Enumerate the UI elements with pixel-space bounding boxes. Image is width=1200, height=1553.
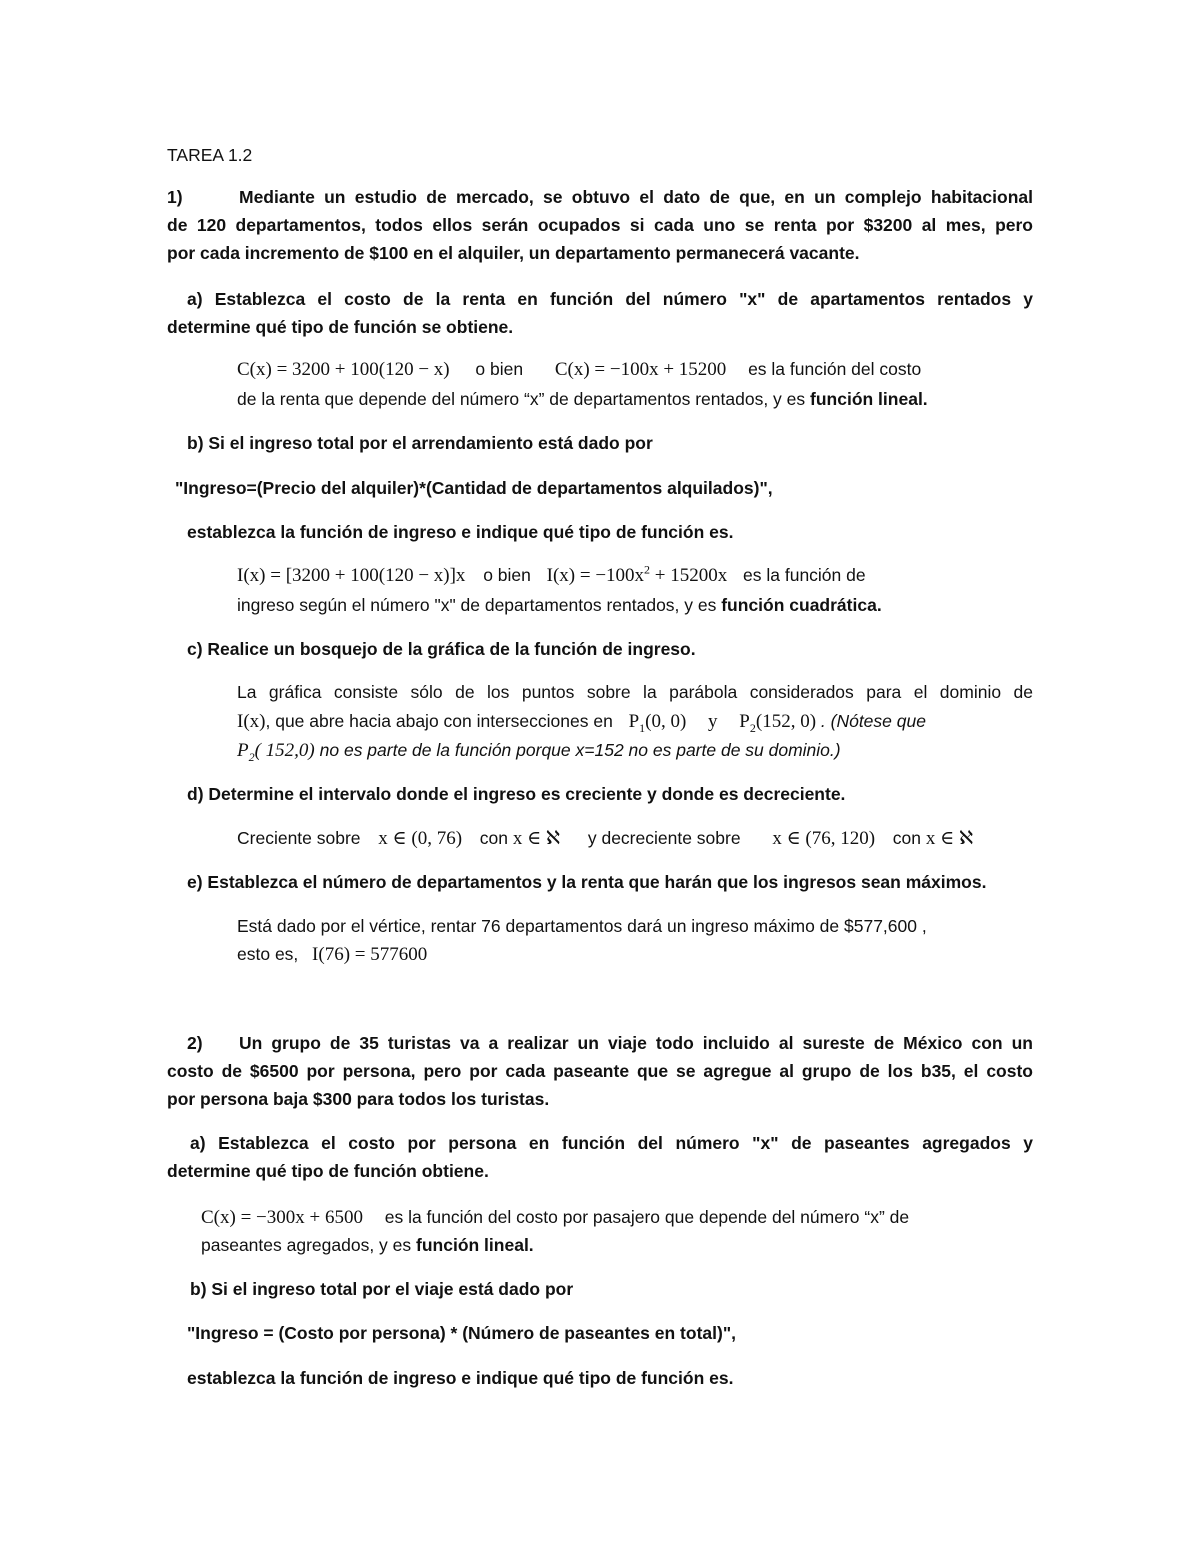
income-function-symbol: I(x) (237, 711, 266, 732)
natural-set-2: x ∈ ℵ (925, 828, 974, 849)
answer-1b-line-1 (237, 563, 866, 588)
income-equation-1: I(x) = [3200 + 100(120 − x)]x (237, 565, 466, 586)
problem-1-number: 1) (167, 187, 183, 207)
answer-1a-line-2 (237, 387, 928, 411)
answer-2a-line-1 (201, 1205, 909, 1230)
intercept-p2: $P_2(152$, 0) (739, 711, 817, 735)
note-text-1: . (Nótese que (816, 711, 926, 731)
problem-2-line-1: Un grupo de 35 turistas va a realizar un viaje todo incluido al sureste de México con un (239, 1033, 1033, 1053)
cost-equation-1: C(x) = 3200 + 100(120 − x) (237, 359, 450, 380)
answer-1b-text-1: es la función de (743, 565, 866, 585)
question-1b-line-2: "Ingreso=(Precio del alquiler)*(Cantidad de departamentos alquilados)", (175, 478, 773, 498)
answer-1b-bold: función cuadrática. (721, 595, 882, 615)
question-1a-line-2: determine qué tipo de función se obtiene. (167, 317, 514, 337)
and-text: y (708, 711, 718, 732)
question-1d: d) Determine el intervalo donde el ingreso es creciente y donde es decreciente. (187, 784, 846, 804)
problem-2-line-2: costo de $6500 por persona, pero por cada paseante que se agregue al grupo de los b35, el costo (167, 1061, 1033, 1081)
cost-per-person-equation: C(x) = −300x + 6500 (201, 1207, 363, 1228)
answer-1e-line-1: Está dado por el vértice, rentar 76 departamentos dará un ingreso máximo de $577,600 , (237, 916, 927, 936)
answer-1c-text-2: , que abre hacia abajo con intersecciones en (265, 711, 613, 731)
with-text-1: con (479, 828, 508, 848)
answer-2a-text-1: es la función del costo por pasajero que depende del número “x” de (384, 1207, 910, 1227)
answer-1a-bold: función lineal. (810, 389, 928, 409)
answer-1e-text: esto es, (237, 944, 299, 964)
question-2b-line-2: "Ingreso = (Costo por persona) * (Número de paseantes en total)", (187, 1323, 736, 1343)
answer-1d (237, 826, 973, 851)
increasing-interval: x ∈ (0, 76) (378, 828, 463, 849)
question-2b-line-1: b) Si el ingreso total por el viaje está dado por (190, 1279, 574, 1299)
problem-1-line-1: Mediante un estudio de mercado, se obtuvo el dato de que, en un complejo habitacional (239, 187, 1033, 207)
answer-2a-bold: función lineal. (416, 1235, 534, 1255)
with-text-2: con (892, 828, 922, 848)
answer-1c-line-2 (237, 709, 926, 734)
intercept-p2-italic: $P_2$( 152,0) (237, 740, 315, 764)
problem-2-number: 2) (187, 1033, 203, 1053)
max-income-equation: I(76) = 577600 (312, 944, 428, 965)
natural-set-1: x ∈ ℵ (512, 828, 561, 849)
question-1b-line-1: b) Si el ingreso total por el arrendamiento está dado por (187, 433, 653, 453)
question-1e: e) Establezca el número de departamentos y la renta que harán que los ingresos sean máximos. (187, 872, 987, 892)
answer-1c-line-1: La gráfica consiste sólo de los puntos sobre la parábola considerados para el dominio de (237, 682, 1033, 702)
answer-1e-line-2 (237, 942, 427, 967)
decreasing-interval: x ∈ (76, 120) (772, 828, 876, 849)
answer-1c-line-3 (237, 738, 841, 763)
answer-1a-text-1: es la función del costo (748, 359, 922, 379)
answer-1b-line-2 (237, 593, 882, 617)
answer-2a-text-2: paseantes agregados, y es (201, 1235, 417, 1255)
question-1b-line-3: establezca la función de ingreso e indique qué tipo de función es. (187, 522, 734, 542)
answer-1b-text-2: ingreso según el número "x" de departamentos rentados, y es (237, 595, 722, 615)
intercept-p1: $P_1(0$, 0) (628, 711, 687, 735)
answer-1a-text-2: de la renta que depende del número “x” de departamentos rentados, y es (237, 389, 811, 409)
cost-equation-2: C(x) = −100x + 15200 (554, 359, 727, 380)
problem-1-line-3: por cada incremento de $100 en el alquiler, un departamento permanecerá vacante. (167, 243, 860, 263)
document-title: TAREA 1.2 (167, 145, 253, 165)
question-2a-line-2: determine qué tipo de función obtiene. (167, 1161, 489, 1181)
income-equation-2: $I(x) = -100x^2 + 15200x$ (546, 562, 728, 586)
answer-2a-line-2 (201, 1233, 534, 1257)
question-1c: c) Realice un bosquejo de la gráfica de la función de ingreso. (187, 639, 696, 659)
or-text: o bien (475, 359, 524, 379)
note-text-2: no es parte de la función porque x=152 no es parte de su dominio.) (314, 740, 841, 760)
question-2a-line-1: a) Establezca el costo por persona en función del número "x" de paseantes agregados y (190, 1133, 1033, 1153)
problem-1-line-2: de 120 departamentos, todos ellos serán ocupados si cada uno se renta por $3200 al mes, pero (167, 215, 1033, 235)
answer-1a-line-1 (237, 357, 921, 382)
problem-2-line-3: por persona baja $300 para todos los turistas. (167, 1089, 550, 1109)
decreasing-label: y decreciente sobre (587, 828, 741, 848)
question-1a-line-1: a) Establezca el costo de la renta en función del número "x" de apartamentos rentados y (187, 289, 1033, 309)
question-2b-line-3: establezca la función de ingreso e indique qué tipo de función es. (187, 1368, 734, 1388)
increasing-label: Creciente sobre (237, 828, 361, 848)
or-text-2: o bien (483, 565, 531, 585)
